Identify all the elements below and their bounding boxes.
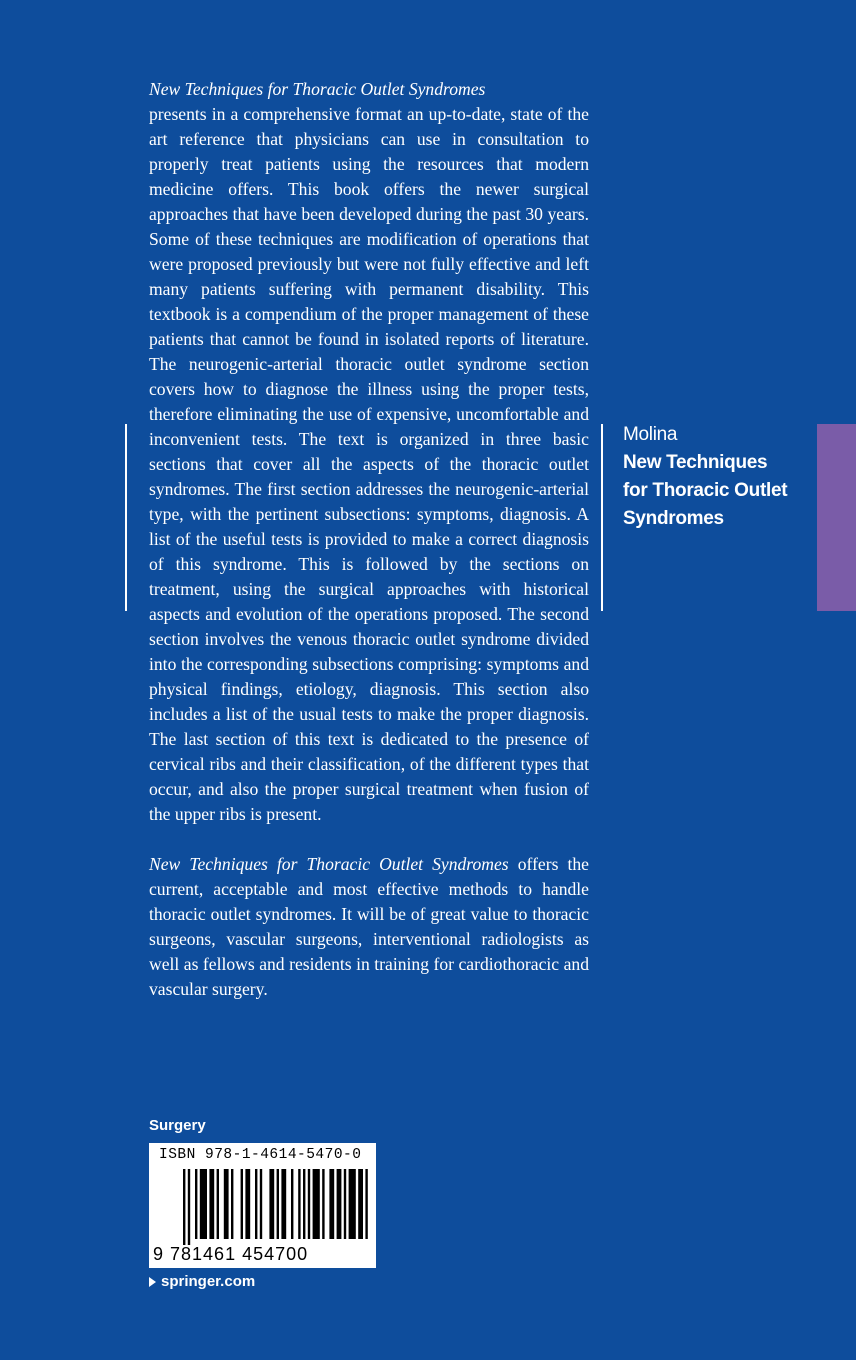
barcode-bar <box>224 1169 229 1239</box>
barcode-bar <box>365 1169 367 1239</box>
barcode-bar <box>337 1169 342 1239</box>
arrow-right-icon <box>149 1277 156 1287</box>
book-title-italic: New Techniques for Thoracic Outlet Syndromes <box>149 79 486 99</box>
barcode-bar <box>308 1169 310 1239</box>
blurb-paragraph-2 <box>149 852 589 1002</box>
barcode-bar <box>313 1169 320 1239</box>
barcode-bar <box>209 1169 214 1239</box>
barcode-bar <box>231 1169 233 1239</box>
book-title-italic: New Techniques for Thoracic Outlet Syndromes <box>149 854 509 874</box>
vertical-rule-left <box>125 424 127 611</box>
barcode-bar <box>344 1169 346 1239</box>
blurb-text-2: offers the current, acceptable and most effective methods to handle thoracic outlet syndromes. It will be of great value to thoracic surgeons, vascular surgeons, interventional radiologists as well as fellows and residents in training for cardiothoracic and vascular surgery. <box>149 854 589 999</box>
blurb-text-1: presents in a comprehensive format an up-to-date, state of the art reference that physicians can use in consultation to properly treat patients using the resources that modern medicine offers. This book offers the newer surgical approaches that have been developed during the past 30 years. Some of these techniques are modification of operations that were proposed previously but were not fully effective and left many patients suffering with permanent disability. This textbook is a compendium of the proper management of these patients that cannot be found in isolated reports of literature. The neurogenic-arterial thoracic outlet syndrome section covers how to diagnose the illness using the proper tests, therefore eliminating the use of expensive, uncomfortable and inconvenient tests. The text is organized in three basic sections that cover all the aspects of the thoracic outlet syndromes. The first section addresses the neurogenic-arterial type, with the pertinent subsections: symptoms, diagnosis. A list of the useful tests is provided to make a correct diagnosis of this syndrome. This is followed by the sections on treatment, using the surgical approaches with historical aspects and evolution of the operations proposed. The second section involves the venous thoracic outlet syndrome divided into the corresponding subsections comprising: symptoms and physical findings, etiology, diagnosis. This section also includes a list of the usual tests to make the proper diagnosis. The last section of this text is dedicated to the presence of cervical ribs and their classification, of the different types that occur, and also the proper surgical treatment when fusion of the upper ribs is present. <box>149 104 589 824</box>
back-cover-blurb <box>149 77 589 1002</box>
barcode-bar <box>183 1169 185 1245</box>
barcode-bar <box>260 1169 262 1239</box>
barcode-bar <box>358 1169 363 1239</box>
vertical-rule-right <box>601 424 603 611</box>
barcode-bar <box>245 1169 250 1239</box>
barcode-bar <box>329 1169 334 1239</box>
website-link[interactable] <box>149 1272 255 1292</box>
title-line-3: Syndromes <box>623 508 724 529</box>
title-line-2: for Thoracic Outlet <box>623 480 788 501</box>
barcode-bar <box>281 1169 286 1239</box>
barcode-bar <box>303 1169 305 1239</box>
isbn-barcode <box>149 1143 376 1268</box>
barcode-bar <box>255 1169 257 1239</box>
side-title-block <box>623 421 813 533</box>
blurb-paragraph-1 <box>149 77 589 827</box>
website-text: springer.com <box>161 1273 256 1290</box>
barcode-bar <box>200 1169 207 1239</box>
barcode-bar <box>277 1169 279 1239</box>
barcode-bar <box>298 1169 300 1239</box>
barcode-bar <box>269 1169 274 1239</box>
barcode-bar <box>188 1169 190 1245</box>
barcode-bar <box>291 1169 293 1239</box>
author-name: Molina <box>623 424 678 445</box>
barcode-bar <box>241 1169 243 1239</box>
category-label: Surgery <box>149 1117 206 1134</box>
barcode-digits: 9 781461 454700 <box>153 1244 309 1264</box>
barcode-bars <box>149 1169 376 1245</box>
isbn-text: ISBN 978-1-4614-5470-0 <box>159 1147 362 1163</box>
spine-color-band <box>817 424 856 611</box>
barcode-bar <box>217 1169 219 1239</box>
barcode-bar <box>322 1169 324 1239</box>
barcode-bar <box>349 1169 356 1239</box>
barcode-bar <box>195 1169 197 1239</box>
title-line-1: New Techniques <box>623 452 768 473</box>
